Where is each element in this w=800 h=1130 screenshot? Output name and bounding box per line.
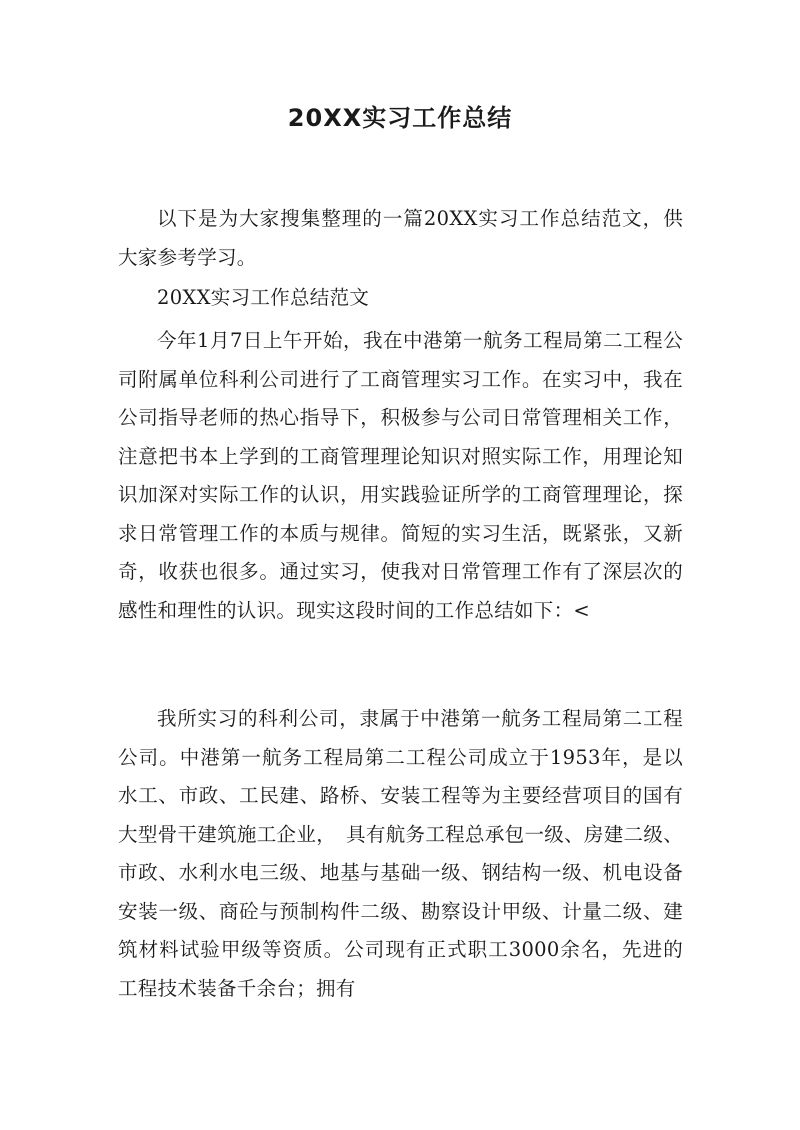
paragraph-1-text: 今年1月7日上午开始，我在中港第一航务工程局第二工程公司附属单位科利公司进行了工商管理实习工作。在实习中，我在公司指导老师的热心指导下，积极参与公司日常管理相关工作，注意把书本上学到的工商管理理论知识对照实际工作，用理论知识加深对实际工作的认识，用实践验证所学的工商管理理论，探求日常管理工作的本质与规律。简短的实习生活，既紧张，又新奇，收获也很多。通过实习，使我对日常管理工作有了深层次的感性和理性的认识。现实这段时间的工作总结如下：<: [118, 329, 683, 622]
paragraph-2-text: 我所实习的科利公司，隶属于中港第一航务工程局第二工程公司。中港第一航务工程局第二工程公司成立于1953年，是以水工、市政、工民建、路桥、安装工程等为主要经营项目的国有大型骨干建筑施工企业， 具有航务工程总承包一级、房建二级、市政、水利水电三级、地基与基础一级、钢结构一级、机电设备安装一级、商砼与预制构件二级、勘察设计甲级、计量二级、建筑材料试验甲级等资质。公司现有正式职工3000余名，先进的工程技术装备千余台；拥有: [118, 707, 683, 1000]
body-paragraph-1: [118, 322, 683, 630]
document-title: 20XX实习工作总结: [287, 104, 513, 132]
subtitle-text: 20XX实习工作总结范文: [157, 286, 370, 309]
intro-paragraph: [118, 200, 683, 277]
intro-text: 以下是为大家搜集整理的一篇20XX实习工作总结范文，供大家参考学习。: [118, 207, 683, 269]
body-paragraph-2: [118, 700, 683, 1008]
subtitle-paragraph: [118, 279, 683, 318]
